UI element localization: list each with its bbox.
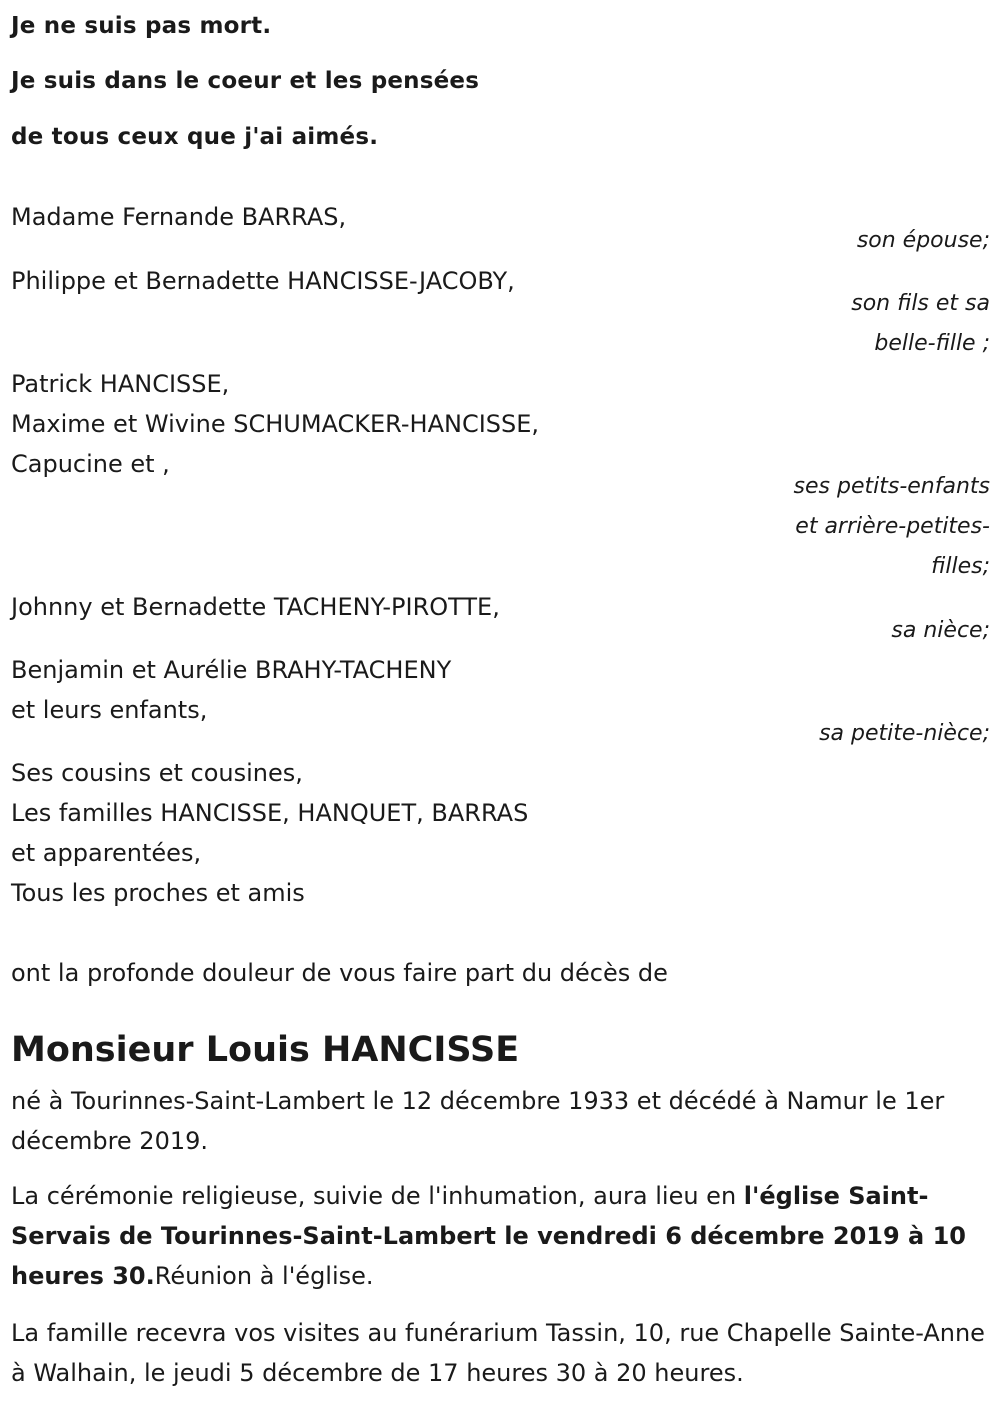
ceremony-after: Réunion à l'église.	[154, 1262, 374, 1290]
visits-paragraph: La famille recevra vos visites au funérarium Tassin, 10, rue Chapelle Sainte-Anne à Walhain, le jeudi 5 décembre de 17 heures 30 à 20 heures.	[11, 1319, 985, 1387]
niece-name: Johnny et Bernadette TACHENY-PIROTTE,	[11, 593, 500, 621]
poem-line-1: Je ne suis pas mort.	[11, 13, 272, 39]
grandniece-line-1: Benjamin et Aurélie BRAHY-TACHENY	[11, 656, 452, 684]
deceased-name: Monsieur Louis HANCISSE	[11, 1030, 520, 1070]
announcement: ont la profonde douleur de vous faire part du décès de	[11, 959, 668, 987]
poem-line-2: Je suis dans le coeur et les pensées	[11, 68, 480, 94]
grandchildren-role-line-3: filles;	[931, 554, 990, 579]
others-line-2: Les familles HANCISSE, HANQUET, BARRAS	[11, 799, 529, 827]
ceremony-paragraph	[11, 1176, 989, 1296]
poem-line-3: de tous ceux que j'ai aimés.	[11, 124, 379, 150]
others-line-3: et apparentées,	[11, 839, 202, 867]
grandchild-3: Capucine et ,	[11, 450, 170, 478]
ceremony-intro: La cérémonie religieuse, suivie de l'inhumation, aura lieu en	[11, 1182, 744, 1210]
others-line-4: Tous les proches et amis	[11, 879, 305, 907]
ceremony-place: l'église Saint-Servais de Tourinnes-Saint-Lambert le vendredi 6 décembre 2019 à 10 heures 30.	[11, 1182, 966, 1290]
grandchildren-role-line-2: et arrière-petites-	[795, 514, 990, 539]
birth-death-paragraph: né à Tourinnes-Saint-Lambert le 12 décembre 1933 et décédé à Namur le 1er décembre 2019.	[11, 1087, 945, 1155]
grandchild-1: Patrick HANCISSE,	[11, 370, 230, 398]
son-name: Philippe et Bernadette HANCISSE-JACOBY,	[11, 267, 515, 295]
grandchild-2: Maxime et Wivine SCHUMACKER-HANCISSE,	[11, 410, 540, 438]
son-role-line-1: son fils et sa	[851, 291, 990, 316]
spouse-role: son épouse;	[856, 228, 990, 253]
grandniece-role: sa petite-nièce;	[819, 721, 990, 746]
son-role-line-2: belle-fille ;	[874, 331, 990, 356]
grandniece-line-2: et leurs enfants,	[11, 696, 208, 724]
others-line-1: Ses cousins et cousines,	[11, 759, 303, 787]
grandchildren-role-line-1: ses petits-enfants	[793, 474, 990, 499]
niece-role: sa nièce;	[891, 618, 990, 643]
spouse-name: Madame Fernande BARRAS,	[11, 203, 347, 231]
